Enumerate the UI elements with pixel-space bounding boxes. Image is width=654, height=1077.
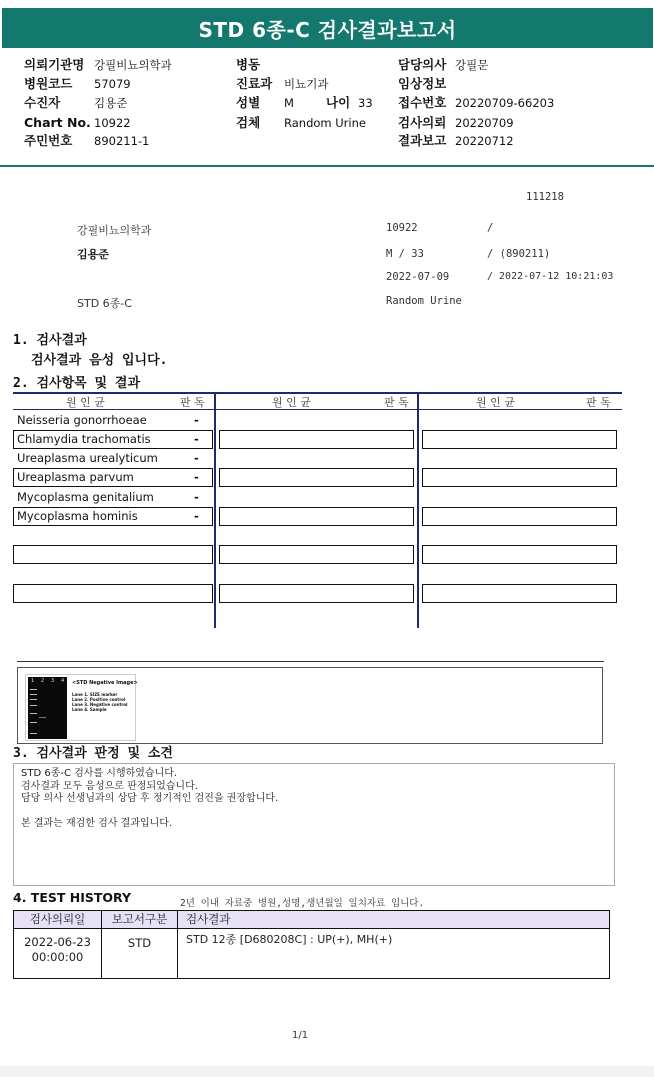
comment-line: STD 6종-C 검사를 시행하였습니다.: [21, 768, 178, 779]
header-clinical-info: 임상정보: [398, 76, 447, 91]
gel-divider: [17, 661, 604, 662]
summary-clinic: 강필비뇨의학과: [77, 224, 152, 237]
pathogen-result: -: [194, 413, 199, 427]
pathogen-ureaplasma-urealyticum: Ureaplasma urealyticum: [17, 451, 158, 465]
gel-band: [30, 694, 37, 695]
section2-title: 2. 검사항목 및 결과: [13, 376, 141, 391]
section4-title: 4. TEST HISTORY: [13, 890, 132, 905]
pathogen-result: -: [194, 470, 199, 484]
gel-band: [30, 722, 37, 723]
header-age-label: 나이: [326, 95, 351, 110]
result-row-box: [422, 545, 617, 564]
comment-line: 본 결과는 재검한 검사 결과입니다.: [21, 818, 173, 829]
history-note: 2년 이내 자료중 병원,성명,생년월일 일치자료 입니다.: [180, 898, 425, 909]
summary-patient: 김용준: [77, 248, 109, 261]
pathogen-mycoplasma-genitalium: Mycoplasma genitalium: [17, 490, 154, 504]
result-row-box: [219, 430, 414, 449]
gel-legend-item: Lane 1. SIZE marker: [72, 692, 118, 697]
gel-band: [30, 699, 37, 700]
header-divider: [0, 165, 654, 167]
header-report-date: 결과보고 20220712: [398, 133, 514, 148]
report-title: STD 6종-C 검사결과보고서: [2, 8, 653, 48]
gel-lane-number: 3: [51, 678, 55, 684]
summary-chart-no: 10922: [386, 222, 418, 234]
gel-legend-item: Lane 2. Positive control: [72, 697, 126, 702]
col-header-judgement-1: 판 독: [180, 396, 205, 409]
gel-image: [25, 674, 136, 741]
col-header-pathogen-1: 원 인 균: [66, 396, 105, 409]
gel-lane-number: 1: [31, 678, 35, 684]
col-header-pathogen-3: 원 인 균: [476, 396, 515, 409]
result-row-box: [422, 584, 617, 603]
result-row-box: [219, 468, 414, 487]
gel-image-box: [17, 667, 603, 744]
history-col-type: 보고서구분: [111, 912, 168, 926]
header-chart-no: Chart No. 10922: [24, 115, 131, 130]
header-receipt-no: 접수번호 20220709-66203: [398, 95, 555, 110]
comment-box: [13, 763, 615, 886]
gel-band: [30, 733, 37, 734]
result-row-box: [219, 545, 414, 564]
result-row-box: [13, 584, 213, 603]
pathogen-result: -: [194, 451, 199, 465]
header-hospital-code: 병원코드 57079: [24, 76, 131, 91]
result-row-box: [219, 507, 414, 526]
history-table-header: [14, 911, 609, 929]
section3-title: 3. 검사결과 판정 및 소견: [13, 746, 173, 761]
pathogen-ureaplasma-parvum: Ureaplasma parvum: [17, 470, 134, 484]
gel-photo: [28, 677, 67, 739]
history-time: 00:00:00: [31, 950, 84, 964]
pathogen-neisseria-gonorrhoeae: Neisseria gonorrhoeae: [17, 413, 147, 427]
col-header-judgement-3: 판 독: [586, 396, 611, 409]
result-row-box: [422, 507, 617, 526]
summary-sex-age: M / 33: [386, 248, 424, 260]
history-row-result: STD 12종 [D680208C] : UP(+), MH(+): [186, 933, 393, 946]
gel-band: [30, 705, 37, 706]
header-patient: 수진자 김용준: [24, 95, 128, 110]
history-col-sep: [177, 911, 178, 978]
header-doctor: 담당의사 강필문: [398, 57, 489, 72]
gel-legend-item: Lane 4. Sample: [72, 707, 107, 712]
header-specimen: 검체 Random Urine: [236, 115, 366, 130]
history-table: [13, 910, 610, 979]
result-row-box: [219, 584, 414, 603]
section1-result: 검사결과 음성 입니다.: [31, 353, 168, 368]
gel-lane-number: 2: [41, 678, 45, 684]
summary-report-datetime: / 2022-07-12 10:21:03: [487, 271, 614, 282]
pathogen-chlamydia-trachomatis: Chlamydia trachomatis: [17, 432, 151, 446]
col-header-pathogen-2: 원 인 균: [272, 396, 311, 409]
header-ward: 병동: [236, 57, 261, 72]
summary-separator: /: [487, 222, 494, 234]
pathogen-result: -: [194, 490, 199, 504]
summary-specimen: Random Urine: [386, 295, 462, 307]
pathogen-result: -: [194, 509, 199, 523]
results-grid-divider-1: [214, 392, 216, 628]
summary-receipt-date: 2022-07-09: [386, 271, 450, 283]
result-row-box: [422, 430, 617, 449]
header-department: 진료과 비뇨기과: [236, 76, 329, 91]
header-age: 33: [358, 96, 373, 110]
comment-line: [21, 806, 607, 819]
summary-test-name: STD 6종-C: [77, 297, 132, 310]
pathogen-result: -: [194, 432, 199, 446]
header-request-date: 검사의뢰 20220709: [398, 115, 514, 130]
result-row-box: [422, 468, 617, 487]
summary-code: 111218: [526, 191, 564, 203]
page-number: 1/1: [292, 1030, 309, 1041]
header-sex: 성별 M 나이 33: [236, 93, 373, 113]
header-resident-no: 주민번호 890211-1: [24, 133, 150, 148]
gel-band: [30, 713, 37, 714]
gel-band: [30, 689, 37, 690]
comment-line: 검사결과 모두 음성으로 판정되었습니다.: [21, 780, 198, 792]
summary-birth: / (890211): [487, 248, 551, 260]
gel-title: <STD Negative Image>: [72, 680, 138, 686]
history-col-date: 검사의뢰일: [29, 912, 86, 926]
results-grid-divider-2: [417, 392, 419, 628]
history-row-date: [14, 935, 101, 965]
pathogen-mycoplasma-hominis: Mycoplasma hominis: [17, 509, 138, 523]
gel-band: [39, 717, 46, 718]
history-col-result: 검사결과: [186, 912, 231, 926]
comment-line: 담당 의사 선생님과의 상담 후 정기적인 검진을 권장합니다.: [21, 793, 279, 804]
history-date: 2022-06-23: [24, 935, 91, 949]
section1-title: 1. 검사결과: [13, 333, 87, 348]
header-clinic: 의뢰기관명 강필비뇨의학과: [24, 57, 172, 72]
history-row-type: STD: [127, 936, 152, 950]
gel-lane-number: 4: [61, 678, 65, 684]
gel-legend-item: Lane 3. Negative control: [72, 702, 128, 707]
col-header-judgement-2: 판 독: [384, 396, 409, 409]
result-row-box: [13, 545, 213, 564]
